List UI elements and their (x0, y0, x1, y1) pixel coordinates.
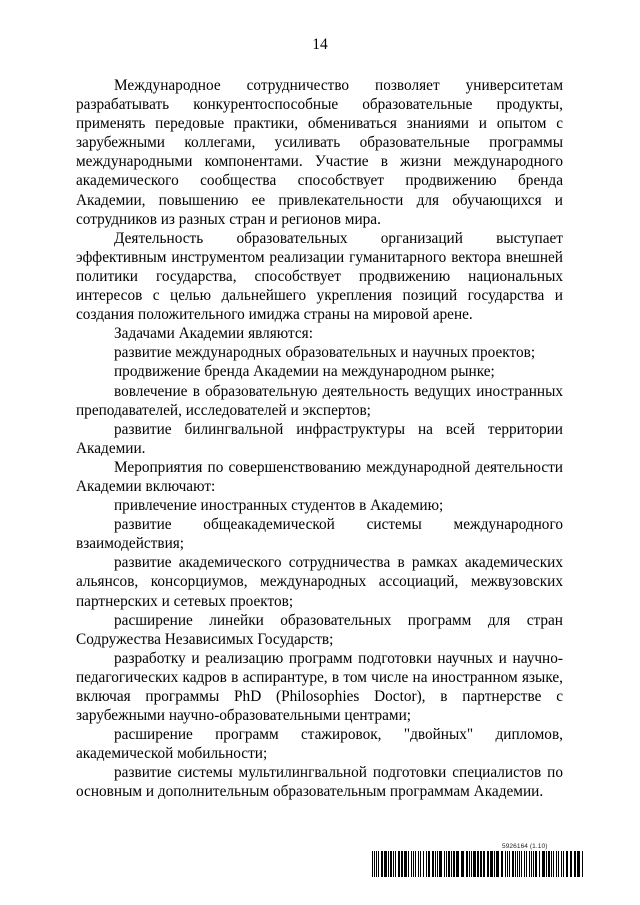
body-text (76, 76, 563, 802)
barcode-bar (526, 851, 527, 877)
list-item: расширение программ стажировок, "двойных" дипломов, академической мобильности; (76, 726, 563, 763)
list-item: продвижение бренда Академии на международном рынке; (114, 363, 495, 381)
document-code: 5926164 (1.10) (502, 843, 548, 850)
barcode-bar (566, 851, 568, 877)
barcode-bar (574, 851, 576, 877)
list-item: развитие международных образовательных и научных проектов; (114, 344, 536, 362)
barcode-bar (577, 851, 580, 877)
barcode-bar (553, 851, 554, 877)
paragraph-tasks-heading: Задачами Академии являются: (114, 325, 313, 343)
barcode-bar (551, 851, 552, 877)
barcode-bar (418, 851, 419, 877)
barcode-bar (435, 851, 436, 877)
barcode-bar (509, 851, 510, 877)
list-item: вовлечение в образовательную деятельность ведущих иностранных преподавателей, исследователей и экспертов; (76, 382, 563, 419)
barcode-bar (480, 851, 482, 877)
barcode-bar (517, 851, 518, 877)
barcode-bar (404, 851, 407, 877)
barcode-bar (372, 851, 373, 877)
barcode-bar (477, 851, 479, 877)
barcode-bar (378, 851, 379, 877)
barcode-bar (490, 851, 493, 877)
list-item: развитие системы мультилингвальной подготовки специалистов по основным и дополнительным образовательным программам Академии. (76, 764, 563, 801)
barcode-bar (466, 851, 468, 877)
barcode-bar (376, 851, 377, 877)
barcode-bar (388, 851, 389, 877)
barcode-bar (432, 851, 434, 877)
list-item: расширение линейки образовательных программ для стран Содружества Независимых Государств; (76, 611, 563, 648)
barcode-bar (395, 851, 396, 877)
paragraph-intro: Международное сотрудничество позволяет университетам разрабатывать конкурентоспособные образовательные продукты, применять передовые практики, обмениваться знаниями и опытом с зарубежными коллегами, усиливать образовательные программы международными компонентами. Участие в жизни международного академического сообщества способствует продвижению бренда Академии, повышению ее привлекательности для обучающихся и сотрудников из разных стран и регионов мира. (76, 77, 563, 228)
barcode-bar (461, 851, 464, 877)
barcode-bar (539, 851, 540, 877)
barcode-bar (582, 851, 583, 877)
barcode-bar (507, 851, 508, 877)
barcode-bar (570, 851, 572, 877)
barcode-bar (519, 851, 520, 877)
barcode-bar (401, 851, 403, 877)
barcode-bar (529, 851, 530, 877)
barcode-bar (411, 851, 412, 877)
barcode-bar (381, 851, 383, 877)
barcode-bar (408, 851, 409, 877)
barcode-bar (413, 851, 414, 877)
barcode-bar (558, 851, 559, 877)
paragraph-measures-heading: Мероприятия по совершенствованию международной деятельности Академии включают: (76, 458, 563, 495)
barcode-bar (428, 851, 430, 877)
list-item: развитие билингвальной инфраструктуры на всей территории Академии. (76, 420, 563, 457)
barcode-bar (512, 851, 514, 877)
barcode-bar (437, 851, 438, 877)
barcode-bar (446, 851, 447, 877)
barcode-bar (444, 851, 445, 877)
barcode-bar (415, 851, 416, 877)
barcode-bar (439, 851, 442, 877)
barcode-bar (398, 851, 400, 877)
barcode-bar (501, 851, 503, 877)
paragraph-activity: Деятельность образовательных организаций выступает эффективным инструментом реализации гуманитарного вектора внешней политики государства, способствует продвижению национальных интересов с целью дальнейшего укрепления позиций государства и создания положительного имиджа страны на мировой арене. (76, 229, 563, 324)
barcode-bar (494, 851, 495, 877)
barcode-bar (533, 851, 534, 877)
barcode-bar (521, 851, 522, 877)
barcode-bar (451, 851, 452, 877)
barcode-bar (535, 851, 537, 877)
barcode-bar (487, 851, 489, 877)
barcode-bar (420, 851, 421, 877)
list-item: разработку и реализацию программ подготовки научных и научно-педагогических кадров в аспирантуре, в том числе на иностранном языке, включая программы PhD (Philosophies Doctor), в партнерстве с зарубежными научно-образовательными центрами; (76, 649, 563, 725)
barcode-bar (426, 851, 427, 877)
barcode-bar (456, 851, 459, 877)
barcode-bar (483, 851, 485, 877)
list-item: развитие общеакадемической системы международного взаимодействия; (76, 516, 563, 553)
barcode-bar (542, 851, 545, 877)
barcode-bar (374, 851, 375, 877)
barcode-bar (390, 851, 392, 877)
barcode-bar (469, 851, 470, 877)
barcode-bar (453, 851, 455, 877)
barcode-bar (448, 851, 450, 877)
page-number: 14 (312, 36, 328, 53)
barcode-bar (561, 851, 562, 877)
barcode-bar (471, 851, 472, 877)
barcode-bar (505, 851, 506, 877)
barcode-bar (496, 851, 499, 877)
barcode-icon (372, 851, 585, 877)
barcode-bar (546, 851, 547, 877)
barcode-bar (393, 851, 394, 877)
barcode-bar (556, 851, 557, 877)
barcode-bar (515, 851, 516, 877)
barcode-bar (423, 851, 424, 877)
list-item: развитие академического сотрудничества в рамках академических альянсов, консорциумов, международных ассоциаций, межвузовских партнерских и сетевых проектов; (76, 554, 563, 610)
barcode-bar (473, 851, 476, 877)
barcode-bar (384, 851, 387, 877)
barcode-bar (563, 851, 564, 877)
barcode-bar (524, 851, 525, 877)
list-item: привлечение иностранных студентов в Академию; (114, 497, 444, 515)
barcode-bar (548, 851, 550, 877)
barcode-bar (531, 851, 532, 877)
